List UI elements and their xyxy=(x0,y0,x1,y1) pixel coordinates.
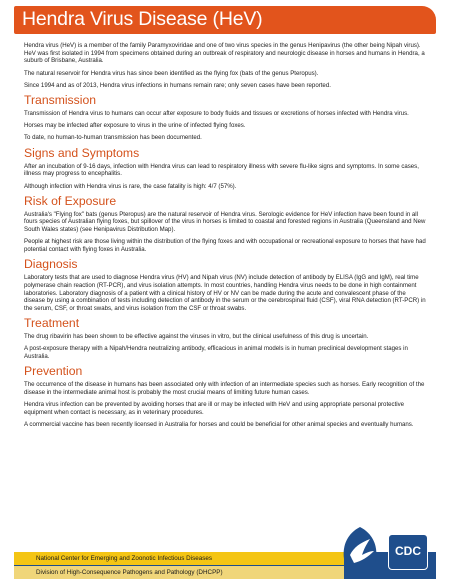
page-title: Hendra Virus Disease (HeV) xyxy=(22,8,263,30)
paragraph: The occurrence of the disease in humans has been associated only with infection of an intermediate species such as horses. Early recognition of the disease in the intermediate animal host is probably the most crucial means of limiting future human cases. xyxy=(24,381,425,397)
paragraph: Hendra virus infection can be prevented by avoiding horses that are ill or may be infected with HeV and using appropriate personal protective equipment when contact is necessary, as in veterinary procedures. xyxy=(24,401,405,416)
paragraph: Since 1994 and as of 2013, Hendra virus infections in humans remain rare; only seven cases have been reported. xyxy=(24,81,331,89)
signs-symptoms-section xyxy=(24,147,428,191)
paragraph: After an incubation of 9-16 days, infection with Hendra virus can lead to respiratory illness with severe flu-like signs and symptoms. In some cases, illness may progress to encephalitis. xyxy=(24,162,419,178)
paragraph: Horses may be infected after exposure to virus in the urine of infected flying foxes. xyxy=(24,122,246,130)
cdc-logo xyxy=(388,534,428,570)
footer-line-2-bar xyxy=(14,566,344,579)
section-heading-transmission: Transmission xyxy=(24,93,97,108)
footer-center-name: National Center for Emerging and Zoonotic Infectious Diseases xyxy=(36,555,213,562)
paragraph: Laboratory tests that are used to diagnose Hendra virus (HV) and Nipah virus (NV) include detection of antibody by ELISA (IgG and IgM), real time polymerase chain reaction (RT-PCR), and virus isolation attempts. In most countries, handling Hendra virus needs to be done in high containment laboratories. Laboratory diagnosis of a patient with a clinical history of HV or NV can be made during the acute and convalescent phase of the disease by using a combination of tests including detection of antibody in the serum or the cerebrospinal fluid (CSF), viral RNA detection (RT-PCR) in the serum, CSF, or throat swabs, and virus isolation from the CSF or throat swabs. xyxy=(24,274,426,313)
diagnosis-section xyxy=(24,258,428,313)
footer-line-1-bar xyxy=(14,552,344,565)
paragraph: The natural reservoir for Hendra virus has since been identified as the flying fox (bats of the genus Pteropus). xyxy=(24,69,319,77)
paragraph: A commercial vaccine has been recently licensed in Australia for horses and could be beneficial for other animal species and eventually humans. xyxy=(24,421,414,429)
paragraph: Hendra virus (HeV) is a member of the family Paramyxoviridae and one of two virus species in the genus Henipavirus (the other being Nipah virus). HeV was first isolated in 1994 from specimens obtained during an outbreak of respiratory and neurologic disease in horses and humans in Hendra, a suburb of Brisbane, Australia. xyxy=(24,42,425,65)
paragraph: Australia's "Flying fox" bats (genus Pteropus) are the natural reservoir of Hendra virus. Serologic evidence for HeV infection have been found in all fours species of Australian flying foxes, but spillover of the virus in horses is limited to coastal and forested regions in Australia (Queensland and New South Wales states) (see Henipavirus Distribution Map). xyxy=(24,210,426,234)
hhs-eagle-icon xyxy=(338,525,382,575)
intro-section xyxy=(24,42,428,90)
page-header xyxy=(14,6,436,34)
cdc-logo-text: CDC xyxy=(395,544,421,558)
section-heading-prevention: Prevention xyxy=(24,364,83,379)
paragraph: A post-exposure therapy with a Nipah/Hendra neutralizing antibody, efficacious in animal models is in human preclinical development stages in Australia. xyxy=(24,345,408,361)
document-body xyxy=(24,42,428,433)
paragraph: Although infection with Hendra virus is rare, the case fatality is high: 4/7 (57%). xyxy=(24,182,237,190)
treatment-section xyxy=(24,317,428,361)
section-heading-risk-exposure: Risk of Exposure xyxy=(24,193,117,208)
paragraph: To date, no human-to-human transmission has been documented. xyxy=(24,134,202,142)
footer-division-name: Division of High-Consequence Pathogens and Pathology (DHCPP) xyxy=(36,569,223,576)
prevention-section xyxy=(24,365,428,429)
section-heading-diagnosis: Diagnosis xyxy=(24,257,78,272)
section-heading-treatment: Treatment xyxy=(24,316,80,331)
paragraph: The drug ribavirin has been shown to be effective against the viruses in vitro, but the clinical usefulness of this drug is uncertain. xyxy=(24,333,369,341)
transmission-section xyxy=(24,94,428,142)
paragraph: Transmission of Hendra virus to humans can occur after exposure to body fluids and tissues or excretions of horses infected with Hendra virus. xyxy=(24,110,409,118)
section-heading-signs-symptoms: Signs and Symptoms xyxy=(24,145,140,160)
risk-exposure-section xyxy=(24,195,428,254)
paragraph: People at highest risk are those living within the distribution of the flying foxes and with occupational or recreational exposure to horses that have had potential contact with flying foxes in Australia. xyxy=(24,238,426,254)
